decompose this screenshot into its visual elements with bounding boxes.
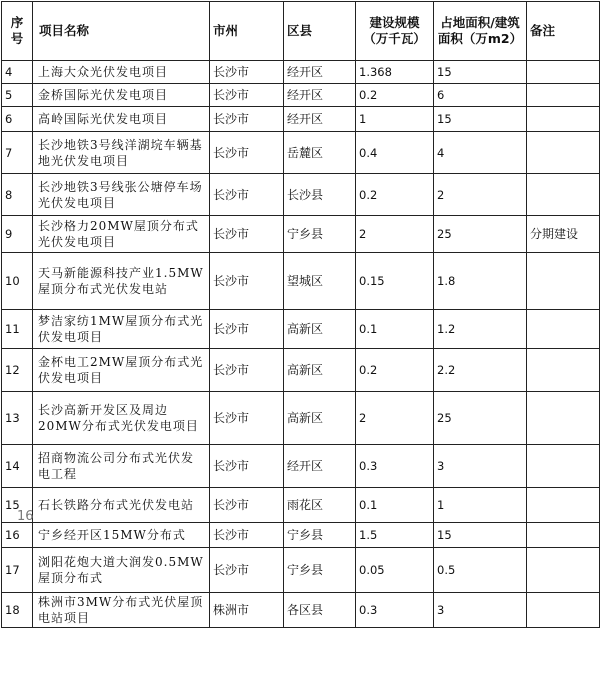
- cell-index: 10: [2, 253, 33, 310]
- cell-city: 长沙市: [210, 310, 284, 349]
- cell-note: 分期建设: [527, 216, 600, 253]
- cell-district: 经开区: [284, 61, 356, 84]
- table-row: [2, 107, 600, 132]
- cell-area: 1.8: [434, 253, 527, 310]
- cell-scale: 2: [356, 216, 434, 253]
- cell-city: 长沙市: [210, 349, 284, 392]
- cell-city: 长沙市: [210, 61, 284, 84]
- header-name: 项目名称: [33, 2, 210, 61]
- cell-index: 15: [2, 488, 33, 523]
- cell-name: 长沙高新开发区及周边20MW分布式光伏发电项目: [33, 392, 210, 445]
- cell-scale: 0.1: [356, 488, 434, 523]
- cell-area: 2.2: [434, 349, 527, 392]
- cell-note: [527, 132, 600, 174]
- cell-scale: 0.4: [356, 132, 434, 174]
- table-row: [2, 216, 600, 253]
- cell-area: 2: [434, 174, 527, 216]
- cell-index: 14: [2, 445, 33, 488]
- cell-city: 长沙市: [210, 107, 284, 132]
- cell-district: 宁乡县: [284, 216, 356, 253]
- cell-scale: 1.368: [356, 61, 434, 84]
- cell-name: 高岭国际光伏发电项目: [33, 107, 210, 132]
- cell-note: [527, 488, 600, 523]
- cell-index: 4: [2, 61, 33, 84]
- table-row: [2, 132, 600, 174]
- cell-note: [527, 445, 600, 488]
- cell-city: 长沙市: [210, 392, 284, 445]
- cell-city: 长沙市: [210, 216, 284, 253]
- header-district: 区县: [284, 2, 356, 61]
- cell-name: 长沙地铁3号线张公塘停车场光伏发电项目: [33, 174, 210, 216]
- cell-index: 16: [2, 523, 33, 548]
- cell-area: 25: [434, 392, 527, 445]
- cell-district: 经开区: [284, 84, 356, 107]
- cell-area: 15: [434, 523, 527, 548]
- cell-city: 长沙市: [210, 488, 284, 523]
- cell-district: 高新区: [284, 310, 356, 349]
- cell-area: 0.5: [434, 548, 527, 593]
- header-index: 序号: [2, 2, 33, 61]
- cell-area: 15: [434, 107, 527, 132]
- cell-area: 3: [434, 593, 527, 628]
- table-row: [2, 174, 600, 216]
- cell-index: 6: [2, 107, 33, 132]
- table-row: [2, 392, 600, 445]
- cell-area: 15: [434, 61, 527, 84]
- cell-city: 长沙市: [210, 174, 284, 216]
- cell-scale: 0.2: [356, 174, 434, 216]
- table-row: [2, 61, 600, 84]
- table-row: [2, 488, 600, 523]
- cell-note: [527, 310, 600, 349]
- cell-district: 经开区: [284, 107, 356, 132]
- cell-area: 6: [434, 84, 527, 107]
- header-scale: 建设规模（万千瓦）: [356, 2, 434, 61]
- cell-city: 长沙市: [210, 445, 284, 488]
- cell-note: [527, 523, 600, 548]
- cell-note: [527, 593, 600, 628]
- cell-name: 招商物流公司分布式光伏发电工程: [33, 445, 210, 488]
- cell-scale: 0.3: [356, 593, 434, 628]
- cell-name: 金杯电工2MW屋顶分布式光伏发电项目: [33, 349, 210, 392]
- table-row: [2, 593, 600, 628]
- cell-name: 天马新能源科技产业1.5MW屋顶分布式光伏发电站: [33, 253, 210, 310]
- table-row: [2, 84, 600, 107]
- page-number: 16: [17, 509, 34, 524]
- cell-name: 宁乡经开区15MW分布式: [33, 523, 210, 548]
- cell-city: 长沙市: [210, 548, 284, 593]
- table-row: [2, 310, 600, 349]
- cell-scale: 0.2: [356, 84, 434, 107]
- cell-name: 长沙地铁3号线洋湖垸车辆基地光伏发电项目: [33, 132, 210, 174]
- cell-note: [527, 107, 600, 132]
- cell-index: 8: [2, 174, 33, 216]
- cell-district: 雨花区: [284, 488, 356, 523]
- cell-note: [527, 349, 600, 392]
- table-row: [2, 349, 600, 392]
- cell-city: 长沙市: [210, 523, 284, 548]
- cell-district: 岳麓区: [284, 132, 356, 174]
- cell-index: 5: [2, 84, 33, 107]
- cell-city: 株洲市: [210, 593, 284, 628]
- cell-district: 长沙县: [284, 174, 356, 216]
- table-row: [2, 253, 600, 310]
- cell-scale: 1: [356, 107, 434, 132]
- cell-area: 1.2: [434, 310, 527, 349]
- cell-district: 高新区: [284, 392, 356, 445]
- header-city: 市州: [210, 2, 284, 61]
- table-header-row: [2, 2, 600, 61]
- table-row: [2, 445, 600, 488]
- cell-index: 7: [2, 132, 33, 174]
- cell-district: 高新区: [284, 349, 356, 392]
- cell-city: 长沙市: [210, 84, 284, 107]
- cell-index: 9: [2, 216, 33, 253]
- cell-scale: 1.5: [356, 523, 434, 548]
- cell-note: [527, 174, 600, 216]
- cell-index: 17: [2, 548, 33, 593]
- cell-area: 1: [434, 488, 527, 523]
- cell-area: 3: [434, 445, 527, 488]
- cell-name: 浏阳花炮大道大润发0.5MW屋顶分布式: [33, 548, 210, 593]
- cell-note: [527, 84, 600, 107]
- table-row: [2, 523, 600, 548]
- cell-index: 11: [2, 310, 33, 349]
- cell-name: 石长铁路分布式光伏发电站: [33, 488, 210, 523]
- cell-note: [527, 61, 600, 84]
- cell-scale: 0.2: [356, 349, 434, 392]
- cell-index: 12: [2, 349, 33, 392]
- cell-scale: 0.3: [356, 445, 434, 488]
- cell-area: 25: [434, 216, 527, 253]
- cell-scale: 0.05: [356, 548, 434, 593]
- cell-scale: 0.15: [356, 253, 434, 310]
- cell-name: 株洲市3MW分布式光伏屋顶电站项目: [33, 593, 210, 628]
- cell-district: 经开区: [284, 445, 356, 488]
- cell-name: 金桥国际光伏发电项目: [33, 84, 210, 107]
- header-area: 占地面积/建筑面积（万m2）: [434, 2, 527, 61]
- cell-index: 13: [2, 392, 33, 445]
- cell-scale: 2: [356, 392, 434, 445]
- cell-note: [527, 548, 600, 593]
- cell-note: [527, 253, 600, 310]
- cell-name: 上海大众光伏发电项目: [33, 61, 210, 84]
- header-note: 备注: [527, 2, 600, 61]
- cell-district: 宁乡县: [284, 523, 356, 548]
- cell-city: 长沙市: [210, 253, 284, 310]
- cell-district: 望城区: [284, 253, 356, 310]
- cell-note: [527, 392, 600, 445]
- project-table: [1, 1, 600, 628]
- cell-city: 长沙市: [210, 132, 284, 174]
- cell-name: 梦洁家纺1MW屋顶分布式光伏发电项目: [33, 310, 210, 349]
- cell-district: 宁乡县: [284, 548, 356, 593]
- table-row: [2, 548, 600, 593]
- cell-scale: 0.1: [356, 310, 434, 349]
- cell-district: 各区县: [284, 593, 356, 628]
- cell-name: 长沙格力20MW屋顶分布式光伏发电项目: [33, 216, 210, 253]
- cell-area: 4: [434, 132, 527, 174]
- cell-index: 18: [2, 593, 33, 628]
